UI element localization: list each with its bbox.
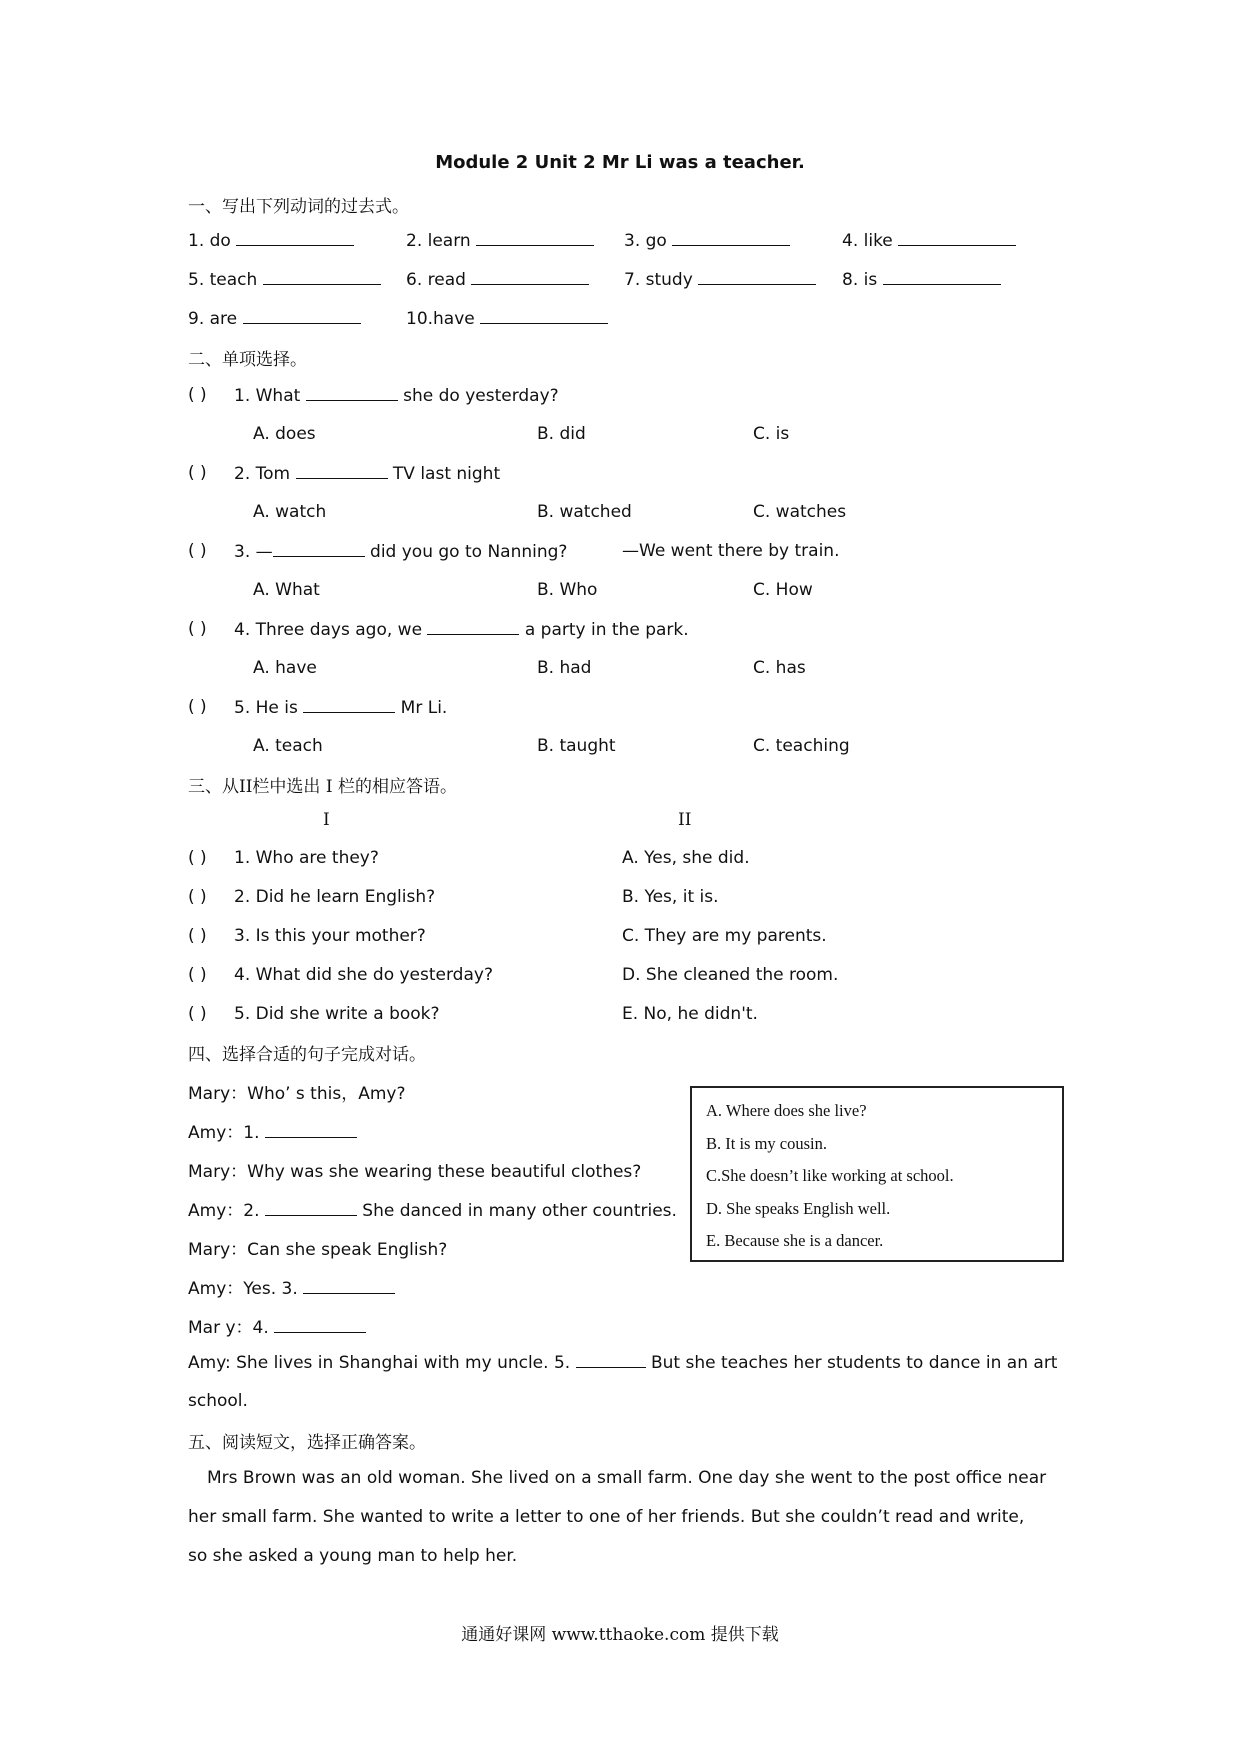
option[interactable]: A. does: [253, 424, 316, 444]
dialogue-line: Mary：Can she speak English?: [188, 1240, 448, 1260]
section1-heading: 一、写出下列动词的过去式。: [188, 197, 409, 217]
answer-parenthesis[interactable]: ( ): [188, 1004, 207, 1024]
match-answer: A. Yes, she did.: [622, 848, 750, 868]
answer-blank[interactable]: [480, 308, 608, 324]
match-answer: B. Yes, it is.: [622, 887, 719, 907]
box-option: C.She doesn’t like working at school.: [706, 1166, 954, 1185]
option[interactable]: B. did: [537, 424, 586, 444]
answer-blank[interactable]: [243, 308, 361, 324]
verb-item: 6. read: [406, 269, 589, 290]
option[interactable]: B. had: [537, 658, 592, 678]
dialogue-line: Amy: She lives in Shanghai with my uncle. 5. But she teaches her students to dance in an art: [188, 1353, 1058, 1373]
column-header-ii: II: [678, 810, 692, 830]
section4-heading: 四、选择合适的句子完成对话。: [188, 1045, 426, 1065]
box-option: E. Because she is a dancer.: [706, 1231, 884, 1250]
answer-parenthesis[interactable]: ( ): [188, 848, 207, 868]
question-blank[interactable]: [296, 463, 388, 479]
option[interactable]: C. teaching: [753, 736, 850, 756]
question-line: 5. He is Mr Li.: [234, 698, 448, 718]
answer-parenthesis[interactable]: ( ): [188, 463, 207, 483]
option[interactable]: C. has: [753, 658, 806, 678]
option[interactable]: A. teach: [253, 736, 323, 756]
match-question: 3. Is this your mother?: [234, 926, 426, 946]
dialogue-line: Amy：1.: [188, 1118, 357, 1143]
match-question: 1. Who are they?: [234, 848, 379, 868]
option[interactable]: A. have: [253, 658, 317, 678]
match-answer: D. She cleaned the room.: [622, 965, 839, 985]
section2-heading: 二、单项选择。: [188, 350, 307, 370]
answer-blank[interactable]: [263, 269, 381, 285]
option[interactable]: C. is: [753, 424, 790, 444]
answer-blank[interactable]: [672, 230, 790, 246]
dialogue-line: school.: [188, 1391, 248, 1411]
column-header-i: I: [323, 810, 330, 830]
reading-line: her small farm. She wanted to write a letter to one of her friends. But she couldn’t read and write,: [188, 1507, 1025, 1527]
answer-parenthesis[interactable]: ( ): [188, 619, 207, 639]
reading-line: so she asked a young man to help her.: [188, 1546, 518, 1566]
match-question: 2. Did he learn English?: [234, 887, 436, 907]
answer-blank[interactable]: [698, 269, 816, 285]
dialogue-line: Amy：2. She danced in many other countries.: [188, 1201, 677, 1221]
verb-item: 9. are: [188, 308, 361, 329]
answer-blank[interactable]: [236, 230, 354, 246]
dialogue-line: Mar y：4.: [188, 1313, 366, 1338]
option[interactable]: B. watched: [537, 502, 632, 522]
question-blank[interactable]: [427, 619, 519, 635]
dialogue-blank[interactable]: [576, 1352, 646, 1368]
verb-item: 7. study: [624, 269, 816, 290]
box-option: B. It is my cousin.: [706, 1134, 828, 1153]
answer-parenthesis[interactable]: ( ): [188, 887, 207, 907]
box-option: D. She speaks English well.: [706, 1199, 891, 1218]
answer-blank[interactable]: [476, 230, 594, 246]
option[interactable]: C. How: [753, 580, 813, 600]
dialogue-line: Amy：Yes. 3.: [188, 1274, 395, 1299]
question-blank[interactable]: [306, 385, 398, 401]
dialogue-blank[interactable]: [303, 1278, 395, 1294]
answer-blank[interactable]: [471, 269, 589, 285]
option[interactable]: B. taught: [537, 736, 616, 756]
page-title: Module 2 Unit 2 Mr Li was a teacher.: [435, 152, 805, 173]
section3-heading: 三、从II栏中选出 I 栏的相应答语。: [188, 777, 457, 797]
options-box: [690, 1086, 1064, 1262]
dialogue-line: Mary：Who’ s this，Amy?: [188, 1084, 406, 1104]
dialogue-blank[interactable]: [265, 1200, 357, 1216]
answer-parenthesis[interactable]: ( ): [188, 541, 207, 561]
question-line: 2. Tom TV last night: [234, 464, 501, 484]
answer-blank[interactable]: [883, 269, 1001, 285]
answer-parenthesis[interactable]: ( ): [188, 697, 207, 717]
question-blank[interactable]: [303, 697, 395, 713]
option[interactable]: B. Who: [537, 580, 598, 600]
answer-blank[interactable]: [898, 230, 1016, 246]
verb-item: 10.have: [406, 308, 608, 329]
answer-parenthesis[interactable]: ( ): [188, 926, 207, 946]
verb-item: 2. learn: [406, 230, 594, 251]
match-answer: C. They are my parents.: [622, 926, 827, 946]
question-line: 3. — did you go to Nanning?: [234, 542, 568, 562]
verb-item: 5. teach: [188, 269, 381, 290]
question-answer-hint: —We went there by train.: [622, 541, 840, 561]
reading-line: Mrs Brown was an old woman. She lived on a small farm. One day she went to the post office near: [207, 1468, 1047, 1488]
answer-parenthesis[interactable]: ( ): [188, 385, 207, 405]
question-blank[interactable]: [273, 541, 365, 557]
option[interactable]: C. watches: [753, 502, 847, 522]
verb-item: 4. like: [842, 230, 1016, 251]
question-line: 1. What she do yesterday?: [234, 386, 559, 406]
answer-parenthesis[interactable]: ( ): [188, 965, 207, 985]
page-footer: 通通好课网 www.tthaoke.com 提供下载: [461, 1625, 779, 1645]
dialogue-blank[interactable]: [265, 1122, 357, 1138]
option[interactable]: A. watch: [253, 502, 327, 522]
dialogue-blank[interactable]: [274, 1317, 366, 1333]
match-question: 4. What did she do yesterday?: [234, 965, 493, 985]
question-line: 4. Three days ago, we a party in the park.: [234, 620, 689, 640]
verb-item: 3. go: [624, 230, 790, 251]
option[interactable]: A. What: [253, 580, 320, 600]
box-option: A. Where does she live?: [706, 1101, 867, 1120]
section5-heading: 五、阅读短文，选择正确答案。: [188, 1433, 426, 1453]
match-answer: E. No, he didn't.: [622, 1004, 758, 1024]
verb-item: 1. do: [188, 230, 354, 251]
verb-item: 8. is: [842, 269, 1001, 290]
dialogue-line: Mary：Why was she wearing these beautiful clothes?: [188, 1162, 642, 1182]
match-question: 5. Did she write a book?: [234, 1004, 440, 1024]
